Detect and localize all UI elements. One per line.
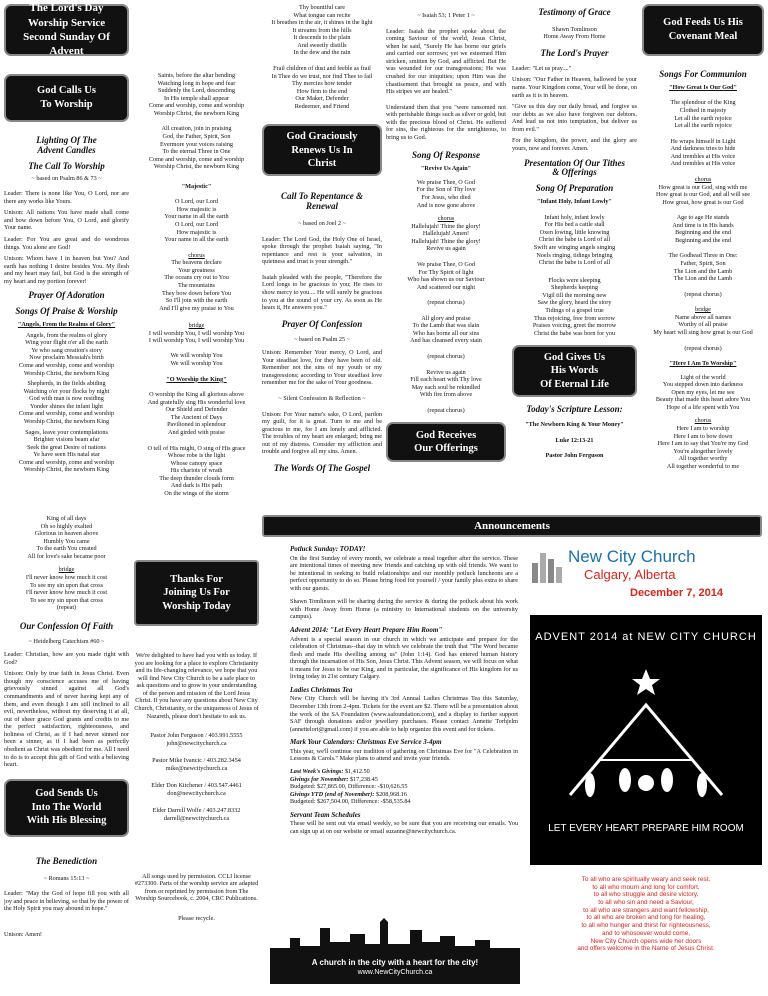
city-icon [530,545,564,585]
scripture-passage: Luke 12:13-21 [555,436,594,444]
song-verse: O tell of His might, O sing of His grace Whose robe is the light Whose canopy space His chariots of wrath The deep thunder clouds form And dark is His path On the wings of the storm [147,444,246,497]
covenant-block [642,4,764,56]
announcement-text: These will be sent out via email weekly, so be sure that you are receiving our emails. You can sign up at on our website or email suzanne@newcitychurch.ca. [290,820,518,835]
song-verse: Shepherds, in the fields abiding Watching o'er your flocks by night God with man is now residing Yonder shines the infant light Come and worship, come and worship Worship Christ, the newborn King [18,380,115,425]
song-verse: O worship the King all glorious above And gratefully sing His wonderful love Our Shield and Defender The Ancient of Days Pavilioned in splendour And girded with praise [147,391,246,436]
column-4 [386,4,506,514]
his-words-heading: God Gives Us His Words Of Eternal Life [540,351,609,391]
pc-unison-2: Unison: For Your name's sake, O Lord, pardon my guilt, for it is great. Turn to me and be gracious to me, for I am lonely and afflicted. The troubles of my heart are enlarged; bring me out of my distress. Consider my affliction and trouble and forgive all my sins. Amen. [262,410,382,456]
repeat-chorus: (repeat chorus) [427,406,465,414]
cw-leader-1: Leader: There is none like You, O Lord, nor are there any works like Yours. [4,190,129,205]
song-verse: He wraps himself in Light And darkness tries to hide And trembles at His voice And trembles at His voice [670,137,736,168]
tithes-heading: Presentation Of Our Tithes & Offerings [524,157,625,178]
skyline-icon [270,918,520,958]
romans-ref: ~ Romans 15:13 ~ [43,874,90,882]
song-title-majestic: "Majestic" [181,182,212,190]
column-6 [642,4,764,514]
lighting-heading: Lighting Of The Advent Candles [36,135,97,155]
song-verse: Sages, leave your contemplations Brighter visions beam afar Seek the great Desire of nations Ye have seen His natal star Come and worship, come and worship Worship Christ, the newborn King [18,428,115,474]
column-1-lower [4,512,129,992]
repeat-chorus: (repeat chorus) [684,344,722,352]
cf-leader: Leader: Christian, how are you made right with God? [4,651,129,666]
songs-praise-heading: Songs Of Praise & Worship [15,306,118,317]
song-title-revive: "Revive Us Again" [420,165,472,173]
pc-unison-1: Unison: Remember Your mercy, O Lord, and Your steadfast love, for they have been of old. Remember not the sins of my youth or my transgressions; according to Your steadfast love remember me for the sake of Your goodness. [262,349,382,387]
lp-unison: Unison: "Our Father in Heaven, hallowed be your name. Your Kingdom come, Your will be done, on earth as it is in heaven. [512,76,637,99]
advent-motto: LET EVERY HEART PREPARE HIM ROOM [548,822,744,834]
lords-prayer-heading: The Lord's Prayer [540,48,609,59]
preparation-heading: Song Of Preparation [535,183,614,194]
announcement-text: Shawn Tomlinson will be sharing during the service & during the potluck about his work with Home Away from Home (a ministry to International students on the university campus). [290,598,518,621]
testimony-heading: Testimony of Grace [538,7,611,17]
chorus-label: chorus [188,251,205,259]
song-verse: The Godhead Three in One: Father, Spirit, Son The Lion and the Lamb The Lion and the Lamb [668,252,738,283]
givings-label: Last Week's Givings: [290,767,344,775]
footer-strip [270,956,520,984]
chorus-label: chorus [437,215,455,223]
lp-text: "Give us this day our daily bread, and forgive us our debts as we also have forgiven our debtors. And lead us not into temptation, but deliver us from evil." [512,103,637,133]
song-chorus: Here I am to worship Here I am to bow down Here I am to say that You're my God You're altogether lovely All together worthy All together wonderful to me [657,425,749,470]
column-1 [4,4,129,514]
bridge-label: bridge [58,566,75,574]
cr-text: Isaiah pleaded with the people, "Therefore the Lord longs to be gracious to you; He rises to show mercy to you.... He will surely be gracious to you at the sound of your cry. As soon as He hears it, He answers you." [262,273,382,312]
bridge-label: bridge [188,322,205,330]
song-chorus: Hallelujah! Thine the glory! Hallelujah! Amen! Hallelujah! Thine the glory! Revive us again [411,222,481,253]
cf-unison: Unison: Only by true faith in Jesus Christ. Even though my conscience accuses me of having grievously sinned against all God's commandments and of never having kept any of them, and even though I am still inclined to all evil, nevertheless, without my deserving it at all, out of sheer grace God grants and credits to me the perfect satisfaction, righteousness, and holiness of Christ, as if I had never sinned nor been a sinner, as if I had been as perfectly obedient as Christ was obedient for me. All I need to do is to accept this gift of God with a believing heart. [4,670,129,769]
announcement-title: Advent 2014: "Let Every Heart Prepare Him Room" [290,626,443,635]
song-verse: Light of the world You stepped down into darkness Open my eyes, let me see Beauty that made this heart adore You Hope of a life spent with You [655,373,751,411]
song-bridge: I'll never know how much it cost To see my sin upon that cross I'll never know how much it cost To see my sin upon that cross (repeat) [25,573,108,612]
psalm25-ref: ~ based on Psalm 25 ~ [293,335,351,343]
song-chorus: The heavens declare Your greatness The oceans cry out to You The mountains They bow down before You So I'll join with the earth And I'll give my praise to You [159,259,234,312]
church-city: Calgary, Alberta [584,567,676,582]
song-verse: Saints, before the altar bending Watching long in hope and fear Suddenly the Lord, descending In His temple shall appear Come and worship, come and worship Worship Christ, the newborn King [148,72,245,117]
sends-heading: God Sends Us Into The World With His Blessing [26,788,107,827]
announcement-text: Advent is a special season in our church in which we anticipate and prepare for the celebration of Christmas--that day in which we celebrate the truth that "The Word became flesh and made His dwelling among us" (John 1:14). God has entered human history through the incarnation of His Son, Jesus Christ. This Advent season, we will focus on what it means for Jesus to be our King, and in particular, the significance of His kingdom for us living today in 21st century Calgary. [290,635,518,681]
invitation-text: To all who are spiritually weary and seek rest, to all who mourn and long for comfort, to all who struggle and desire victory, to all who sin and need a Saviour, to all who are strangers and want fellowship, to all who are broken and long for healing, to all who hunger and thirst for righteousness, and to whosoever would come, New City Church opens wide her doors and offers welcome in the Name of Jesus Christ. [577,876,715,953]
repeat-chorus: (repeat chorus) [427,353,465,361]
song-verse: The splendour of the King Clothed in majesty Let all the earth rejoice Let all the earth rejoice [670,99,736,130]
ccli-text: All songs used by permission. CCLI license #273300. Parts of the worship service are adapted from or reprinted by permission from The Worship Sourcebook, c. 2004, CRC Publications. [134,872,259,903]
gospel-text: Understand then that you "were ransomed not with perishable things such as silver or gold, but with the precious blood of Christ. He suffered for sins, the righteous for the unrighteous, to bring us to God. [386,103,506,141]
column-2 [134,4,259,514]
prayer-confession-heading: Prayer Of Confession [281,318,363,329]
thanks-heading: Thanks For Joining Us For Worship Today [162,573,231,612]
offerings-block [386,422,506,462]
repeat-chorus: (repeat chorus) [427,299,465,307]
communion-heading: Songs For Communion [659,69,747,79]
footer-band [270,918,520,992]
song-chorus: How great is our God, sing with me How great is our God, and all will see How great, how great is our God [656,183,750,206]
song-response-heading: Song Of Response [411,150,480,161]
song-verse: We praise Thee, O God For the Son of Thy love For Jesus, who died And is now gone above [416,178,476,209]
announcement-title: Ladies Christmas Tea [290,685,353,694]
song-title-how-great: "How Great Is Our God" [669,83,737,91]
benediction-leader: Leader: "May the God of hope fill you with all joy and peace in believing, so that by the power of the Holy Spirit you may abound in hope." [4,890,129,913]
column-5 [512,4,637,514]
lp-leader: Leader: "Let us pray...." [512,64,572,72]
cw-unison-1: Unison: All nations You have made shall come and bow down before You, O Lord, and glorify Your name. [4,209,129,232]
contact-darrell: Elder Darrell Wolfe / 403.247.8332 darrell@newcitychurch.ca [152,807,241,822]
announcement-title: Servant Team Schedules [290,810,361,819]
ytd-givings-label: Givings YTD (end of November): [290,790,375,798]
welcome-text: We're delighted to have had you with us today. If you are looking for a place to explore Christianity and its life-changing relevance, we hope that you will find New City Church to be a safe place to ask questions and to grow in your understanding of the person and mission of the Lord Jesus Christ. If you have any questions about New City Church, Christianity, or the uniqueness of Jesus of Nazareth, please don't hesitate to ask us. [134,652,259,720]
call-to-worship-heading: The Call To Worship [28,160,105,171]
benediction-heading: The Benediction [35,855,98,866]
column-3 [262,4,382,514]
renews-block [262,124,382,176]
bridge-label: bridge [695,306,711,314]
isaiah-ref: ~ Isaiah 53; 1 Peter 1 ~ [417,12,475,19]
gospel-leader: Leader: Isaiah the prophet spoke about the coming Saviour of the world, Jesus Christ, when he said, "Surely He has borne our griefs and carried our sorrows; yet we esteemed Him stricken, smitten by God, and afflicted. But He was wounded for our transgressions; He was crushed for our iniquities; upon Him was the chastisement that brought us peace, and with His stripes we are healed." [386,27,506,96]
joel-ref: ~ based on Joel 2 ~ [298,220,346,228]
testimony-name: Shawn Tomlinson Home Away From Home [543,25,606,41]
announcement-text: On the first Sunday of every month, we celebrate a meal together after the service. These are intentional times of meeting new friends and catching up with old friends. We want to be intentional in seeking to build relationships and our monthly potluck luncheons are a perfect opportunity to do so. Please bring food for yourself / your family plus extra to share with our guests. [290,554,518,592]
song-verse: All creation, join in praising God, the Father, Spirit, Son Evermore your voices raising To the eternal Three in One Come and worship, come and worship Worship Christ, the newborn King [148,125,245,171]
heidelberg-ref: ~ Heidelberg Catechism #60 ~ [28,637,105,645]
offerings-heading: God Receives Our Offerings [414,429,478,455]
recycle-text: Please recycle. [178,914,215,922]
silent-confession: ~ Silent Confession & Reflection ~ [278,394,366,402]
song-title-infant: "Infant Holy, Infant Lowly" [537,198,612,206]
song-bridge: I will worship You, I will worship You I will worship You, I will worship You We will worship You We will worship You [148,329,245,367]
renews-heading: God Graciously Renews Us In Christ [286,130,358,170]
service-title-block [4,4,129,56]
song-verse: Angels, from the realms of glory Wing your flight o'er all the earth Ye who sang creation's story Now proclaim Messiah's birth Come and worship, come and worship Worship Christ, the newborn King [18,331,115,377]
contact-mike: Pastor Mike Ivancic / 403.282.3454 mike@newcitychurch.ca [152,757,241,772]
tagline: A church in the city with a heart for the city! [311,958,479,967]
words-gospel-heading: The Words Of The Gospel [273,462,371,473]
song-verse: Frail children of dust and feeble as frail In Thee do we trust, nor find Thee to fail Thy mercies how tender How firm to the end Our Maker, Defender Redeemer, and Friend [271,64,373,110]
announcement-title: Mark Your Calendars: Christmas Eve Service 3-4pm [290,738,442,747]
calls-block [4,74,129,122]
song-title-here-i-am: "Here I Am To Worship" [669,360,737,368]
givings-value: $1,412.50 [344,767,370,775]
covenant-heading: God Feeds Us His Covenant Meal [663,17,743,42]
announcement-text: New City Church will be having it's 3rd Annual Ladies Christmas Tea this Saturday, December 13th from 2-4pm. Tickets for the event are $2. There will be a presentation about the work of the SA Foundation (www.safoundation.com), and a display to further support SAF through donations and/or jewellery purchases. Please contact Annette Torhjelm (annettelori@gmail.com) if you are able to help organize this event and for tickets. [290,695,518,733]
chorus-label: chorus [694,175,712,183]
song-verse: Infant holy, infant lowly For His bed a cattle stall Oxen lowing, little knowing Christ the babe is Lord of all Swift are winging angels singing Noels ringing, tidings bringing Christ the babe is Lord of all [533,213,616,267]
song-title-angels: "Angels, From the Realms of Glory" [17,321,116,329]
song-verse: We praise Thee, O God For Thy Spirit of light Who has shown us our Saviour And scattered our night [407,260,485,291]
song-verse: Thy bountiful care What tongue can recite It breathes in the air, it shines in the light It streams from the hills It descends to the plain And sweetly distills In the dew and the rain [271,4,373,57]
his-words-block [512,345,637,397]
benediction-unison: Unison: Amen! [4,930,42,938]
sermon-title: "The Newborn King & Your Money" [525,421,624,429]
calls-heading: God Calls Us To Worship [37,85,96,110]
announcement-title: Potluck Sunday: TODAY! [290,545,366,553]
church-name: New City Church [568,547,696,566]
sends-block [4,779,129,837]
nativity-illustration [530,665,762,805]
cw-leader-2: Leader: For You are great and do wondrous things. You alone are God! [4,236,129,251]
advent-banner-title: ADVENT 2014 at NEW CITY CHURCH [535,631,757,643]
service-title: The Lord's Day Worship Service Second Sunday Of Advent [23,4,110,58]
psalm-ref: ~ based on Psalm 86 & 73 ~ [31,174,102,182]
chorus-label: chorus [694,417,712,425]
church-logo [530,545,762,605]
thanks-block [134,560,259,626]
announcements-title: Announcements [474,519,550,532]
contact-don: Elder Don Kitchener / 403.547.4461 don@newcitychurch.ca [151,782,242,797]
nov-givings-value: $17,238.45 [349,775,378,783]
song-verse: All glory and praise To the Lamb that was slain Who has borne all our sins And has cleansed every stain [410,314,482,345]
call-repentance-heading: Call To Repentance & Renewal [281,191,363,212]
announcement-text: This year, we'll continue our tradition of gathering on Christmas Eve for "A Celebration in Lessons & Carols." Make plans to attend and invite your friends. [290,747,518,763]
repeat-chorus: (repeat chorus) [684,290,722,298]
song-verse: King of all days Oh so highly exalted Glorious in heaven above Humbly You came To the earth You created All for love's sake became poor [27,515,106,560]
advent-banner [530,615,762,865]
announcements-header [262,515,762,537]
ytd-givings-value: $208,968.16 [375,790,407,798]
song-title-worship-king: "O Worship the King" [166,375,227,383]
service-date: December 7, 2014 [630,587,723,599]
song-verse: Revive us again Fill each heart with Thy love May each soul be rekindled With fire from above [410,368,482,399]
confession-faith-heading: Our Confession Of Faith [19,620,114,631]
preacher-name: Pastor John Ferguson [545,452,604,460]
song-verse: Age to age He stands And time is in His hands Beginning and the end Beginning and the end [672,214,734,244]
church-url[interactable]: www.NewCityChurch.ca [357,968,433,976]
ytd-budget: Budgeted: $267,504.00, Difference: -$58,535.84 [290,798,411,806]
nov-budget: Budgeted: $27,865.00, Difference: -$10,626.55 [290,783,408,791]
lp-doxology: For the kingdom, the power, and the glory are yours, now and forever. Amen. [512,137,637,152]
cw-unison-2: Unison: Whom have I in heaven but You? And earth has nothing I desire besides You. My flesh and my heart may fail, but God is the strength of my heart and my portion forever! [4,255,129,285]
givings [290,768,518,806]
scripture-heading: Today's Scripture Lesson: [526,404,623,415]
contact-john: Pastor John Ferguson / 403.991.5555 john@newcitychurch.ca [150,732,243,747]
cr-leader: Leader: The Lord God, the Holy One of Israel, spoke through the prophet Isaiah saying, "In repentance and rest is your salvation, in quietness and trust is your strength." [262,235,382,266]
prayer-adoration-heading: Prayer Of Adoration [28,290,105,301]
announcements-body [290,540,518,920]
song-verse: Flocks were sleeping Shepherds keeping Vigil till the morning new Saw the glory, heard the story Tidings of a gospel true Thus rejoicing, free from sorrow Praises voicing, greet the morrow Christ the babe was born for you [532,276,617,337]
column-2-lower [134,560,259,992]
nov-givings-label: Givings for November: [290,775,349,783]
song-verse: O Lord, our Lord How majestic is Your name in all the earth O Lord, our Lord How majestic is Your name in all the earth [164,198,229,244]
song-bridge: Name above all names Worthy of all praise My heart will sing how great is our God [653,313,753,336]
